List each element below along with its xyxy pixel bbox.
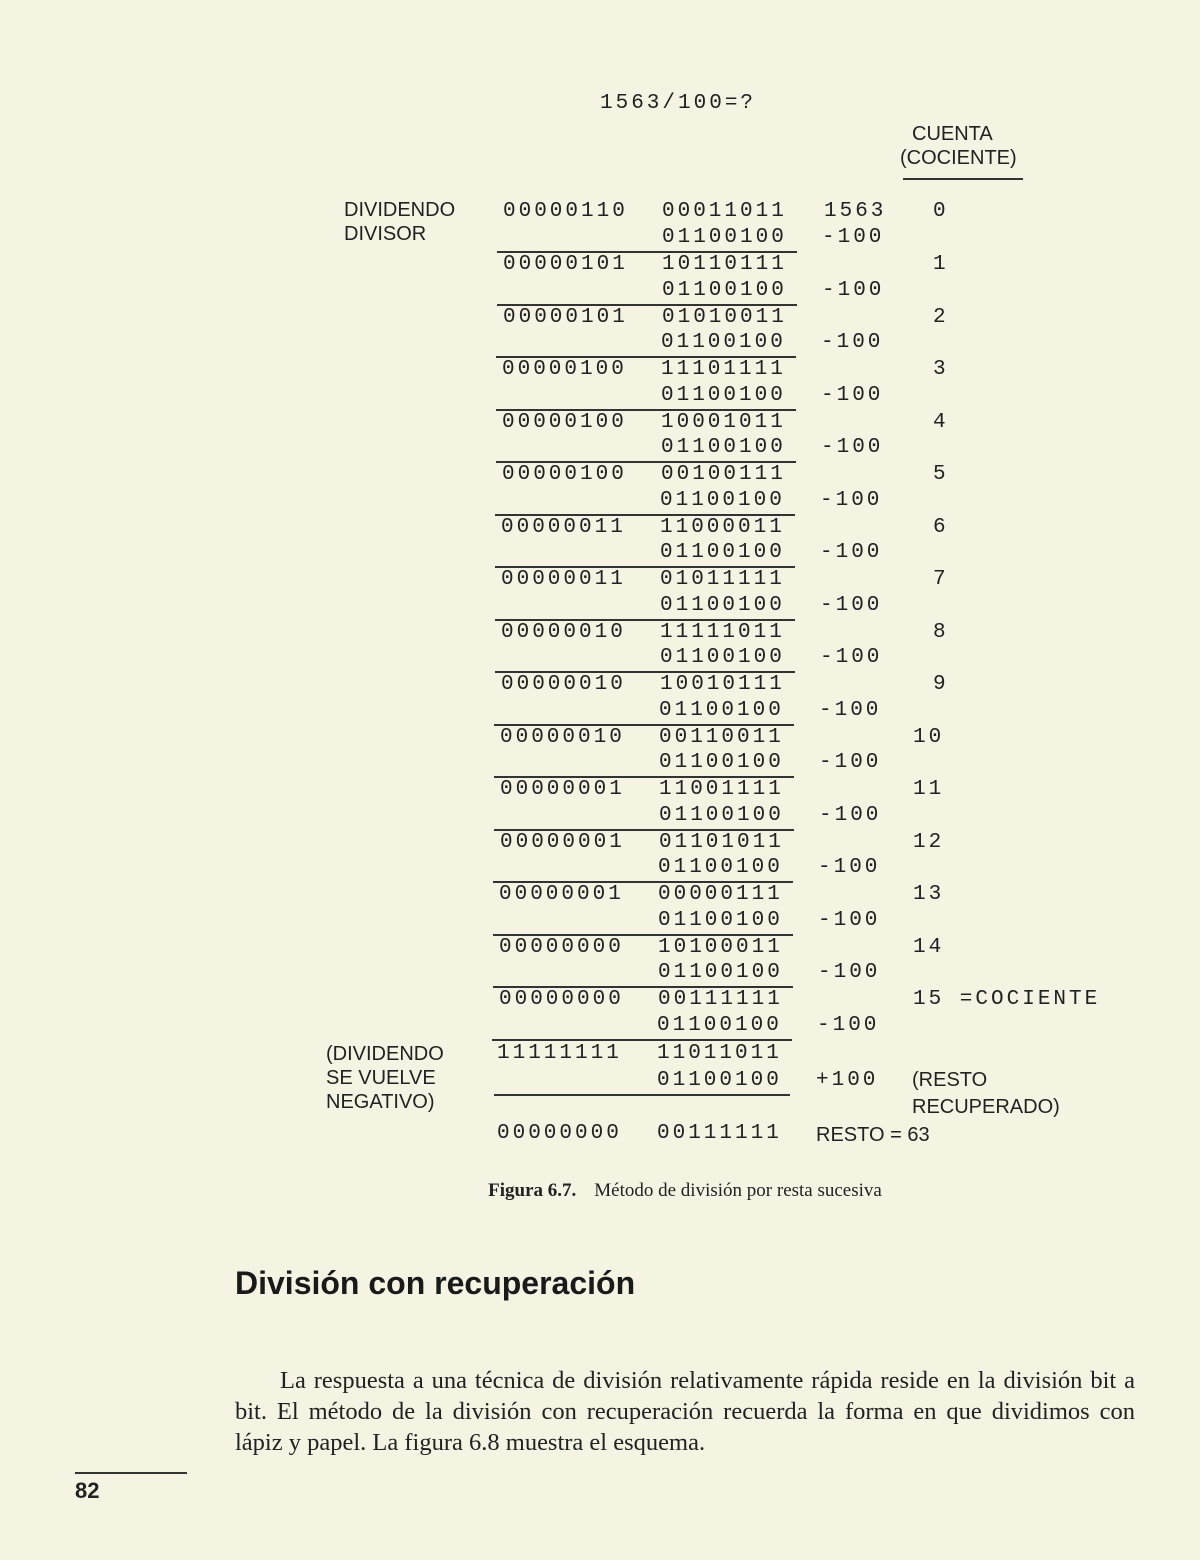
- subtract-label: -100: [819, 698, 882, 722]
- subtract-label: -100: [821, 331, 884, 354]
- restore-byte: 01100100: [657, 1069, 782, 1092]
- divisor-byte: 01100100: [662, 226, 787, 249]
- negative-label-line2: SE VUELVE: [326, 1067, 436, 1089]
- partial-low-byte: 11111011: [660, 620, 785, 644]
- caption-text: Método de división por resta sucesiva: [594, 1180, 882, 1201]
- partial-low-byte: 01010011: [662, 305, 787, 329]
- negative-high-byte: 11111111: [497, 1042, 622, 1065]
- subtract-label: -100: [819, 803, 882, 827]
- negative-label-line1: (DIVIDENDO: [326, 1043, 444, 1065]
- partial-high-byte: 00000001: [500, 778, 625, 801]
- partial-low-byte: 11001111: [659, 778, 784, 801]
- divisor-byte: 01100100: [659, 751, 784, 774]
- partial-low-byte: 00110011: [659, 725, 784, 749]
- divisor-byte: 01100100: [659, 803, 784, 827]
- restore-rule: [494, 1094, 790, 1096]
- subtract-label: -100: [820, 488, 883, 512]
- dividend-low-byte: 00011011: [662, 200, 787, 223]
- count-value: 14: [913, 935, 945, 959]
- restore-label-line1: (RESTO: [912, 1069, 988, 1091]
- count-value: 0: [933, 200, 949, 223]
- divisor-byte: 01100100: [660, 646, 785, 669]
- count-value: 13: [913, 883, 945, 906]
- subtraction-rule: [492, 1039, 792, 1041]
- remainder-low-byte: 00111111: [657, 1122, 782, 1145]
- body-paragraph: La respuesta a una técnica de división relativamente rápida reside en la división bit a bit. El método de la división con recuperación recuerda la forma en que dividimos con lápiz y papel. La figura 6.8 muestra el esquema.: [235, 1366, 1135, 1456]
- divisor-byte: 01100100: [661, 331, 786, 354]
- subtract-label: -100: [821, 383, 884, 407]
- divisor-byte: 01100100: [660, 593, 785, 617]
- partial-high-byte: 00000011: [501, 515, 626, 539]
- count-value: 7: [933, 568, 949, 591]
- dividend-decimal: 1563: [824, 200, 887, 223]
- partial-high-byte: 00000000: [499, 988, 624, 1011]
- subtract-label: -100: [818, 856, 881, 879]
- page-number: 82: [75, 1478, 100, 1503]
- divisor-byte: 01100100: [661, 383, 786, 407]
- count-value: 3: [933, 358, 949, 381]
- partial-high-byte: 00000010: [501, 673, 626, 696]
- partial-high-byte: 00000011: [501, 568, 626, 591]
- division-equation: 1563/100=?: [600, 92, 757, 115]
- count-header-line2: (COCIENTE): [900, 147, 1017, 169]
- count-value: 12: [913, 830, 945, 854]
- subtract-label: -100: [820, 593, 883, 617]
- count-value: 9: [933, 673, 949, 696]
- partial-low-byte: 11000011: [660, 515, 785, 539]
- divisor-byte: 01100100: [657, 1013, 782, 1037]
- divisor-label: DIVISOR: [344, 223, 427, 245]
- partial-high-byte: 00000001: [499, 883, 624, 906]
- subtract-label: -100: [822, 278, 885, 302]
- page-number-rule: [75, 1472, 187, 1474]
- divisor-byte: 01100100: [660, 488, 785, 512]
- divisor-byte: 01100100: [661, 436, 786, 459]
- partial-low-byte: 00000111: [658, 883, 783, 906]
- partial-low-byte: 11101111: [661, 358, 786, 381]
- divisor-byte: 01100100: [658, 961, 783, 984]
- count-value: 11: [913, 778, 945, 801]
- partial-high-byte: 00000100: [502, 463, 627, 486]
- subtract-label: -100: [820, 541, 883, 564]
- partial-low-byte: 10001011: [661, 410, 786, 434]
- figure-caption: [0, 1180, 1200, 1202]
- divisor-byte: 01100100: [658, 908, 783, 932]
- count-value: 4: [933, 410, 949, 434]
- count-value: 2: [933, 305, 949, 329]
- divisor-byte: 01100100: [662, 278, 787, 302]
- subtract-label: -100: [822, 226, 885, 249]
- subtract-label: -100: [817, 1013, 880, 1037]
- partial-high-byte: 00000010: [501, 620, 626, 644]
- partial-high-byte: 00000100: [502, 410, 627, 434]
- partial-high-byte: 00000000: [499, 935, 624, 959]
- partial-low-byte: 10010111: [660, 673, 785, 696]
- partial-low-byte: 00111111: [658, 988, 783, 1011]
- divisor-byte: 01100100: [659, 698, 784, 722]
- count-header-rule: [903, 178, 1023, 180]
- section-title: División con recuperación: [235, 1265, 636, 1301]
- count-value: 15 =COCIENTE: [913, 988, 1101, 1011]
- subtract-label: -100: [820, 646, 883, 669]
- restore-label-line2: RECUPERADO): [912, 1096, 1060, 1118]
- partial-low-byte: 10100011: [658, 935, 783, 959]
- count-header-line1: CUENTA: [912, 123, 993, 145]
- partial-high-byte: 00000010: [500, 725, 625, 749]
- divisor-byte: 01100100: [658, 856, 783, 879]
- caption-label: Figura 6.7.: [488, 1180, 577, 1201]
- partial-low-byte: 10110111: [662, 253, 787, 276]
- count-value: 1: [933, 253, 949, 276]
- divisor-byte: 01100100: [660, 541, 785, 564]
- add-label: +100: [816, 1069, 879, 1092]
- count-value: 10: [913, 725, 945, 749]
- negative-low-byte: 11011011: [657, 1042, 782, 1065]
- count-value: 5: [933, 463, 949, 486]
- negative-label-line3: NEGATIVO): [326, 1091, 435, 1113]
- partial-high-byte: 00000101: [503, 253, 628, 276]
- remainder-high-byte: 00000000: [497, 1122, 622, 1145]
- partial-low-byte: 00100111: [661, 463, 786, 486]
- subtract-label: -100: [818, 961, 881, 984]
- dividend-label: DIVIDENDO: [344, 199, 456, 221]
- subtract-label: -100: [818, 908, 881, 932]
- dividend-high-byte: 00000110: [503, 200, 628, 223]
- count-value: 6: [933, 515, 949, 539]
- subtract-label: -100: [819, 751, 882, 774]
- partial-low-byte: 01011111: [660, 568, 785, 591]
- count-value: 8: [933, 620, 949, 644]
- partial-low-byte: 01101011: [659, 830, 784, 854]
- partial-high-byte: 00000101: [503, 305, 628, 329]
- partial-high-byte: 00000100: [502, 358, 627, 381]
- subtract-label: -100: [821, 436, 884, 459]
- partial-high-byte: 00000001: [500, 830, 625, 854]
- remainder-result: RESTO = 63: [816, 1124, 930, 1146]
